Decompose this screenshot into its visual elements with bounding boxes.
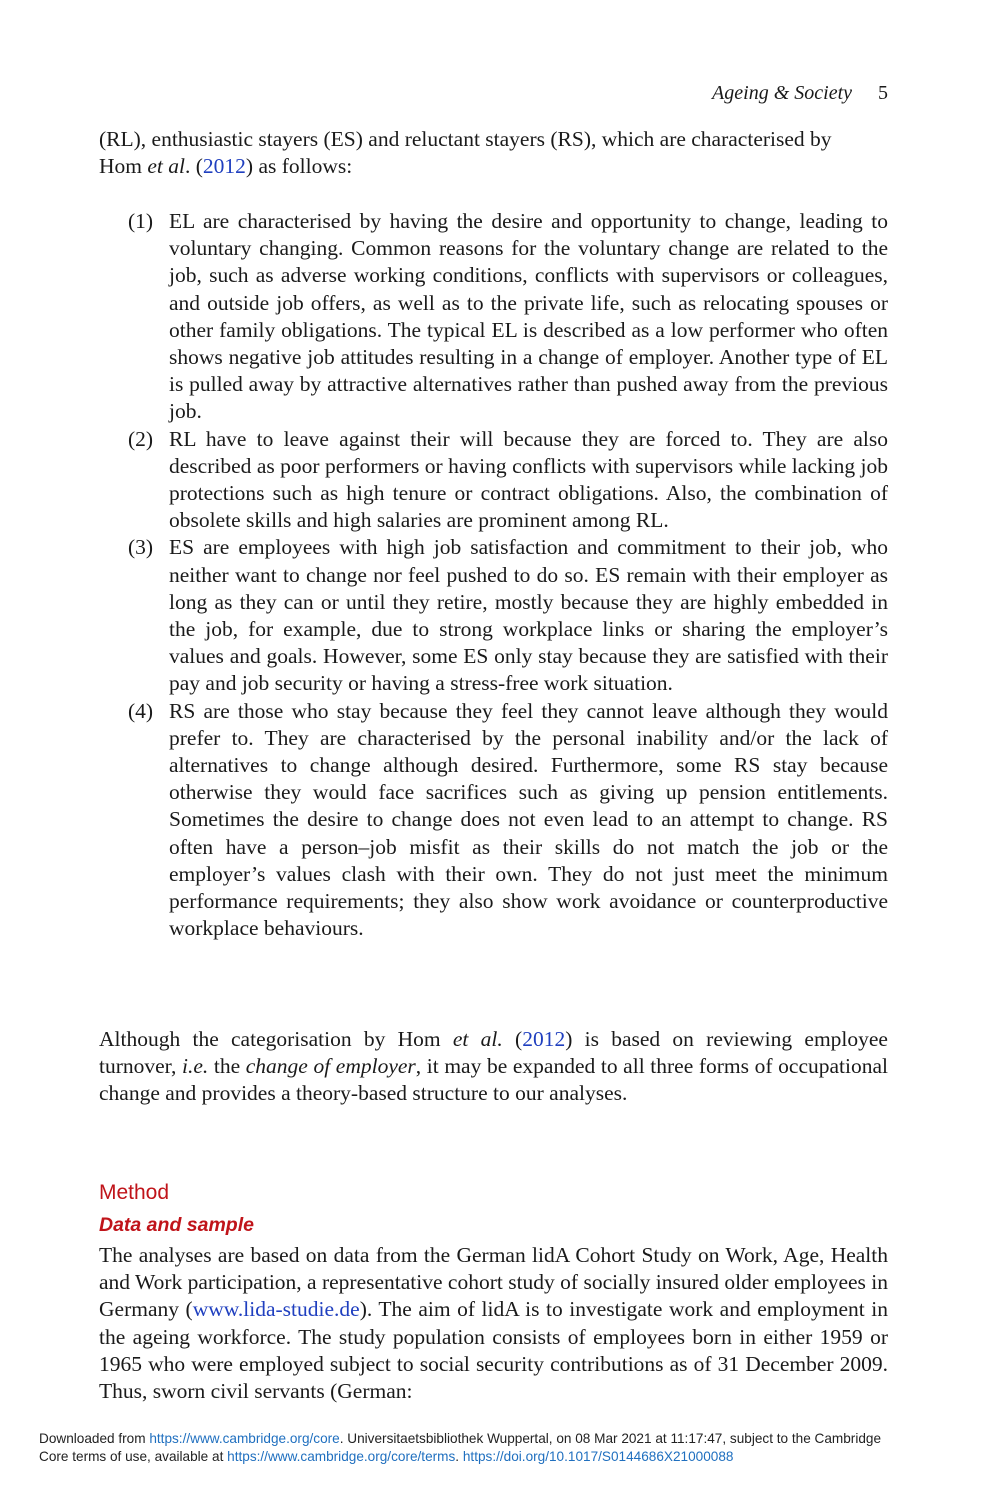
intro-text: ) as follows:: [245, 154, 353, 179]
list-item-text: RL have to leave against their will because they are forced to. They are also described as poor performers or having conflicts with supervisors while lacking job protections such as high tenure or contract obligations. Also, the combination of obsolete skills and high salaries are prominent among RL.: [169, 426, 888, 533]
doi-link[interactable]: https://doi.org/10.1017/S0144686X21000088: [462, 1449, 734, 1464]
citation-link[interactable]: 2012: [202, 154, 246, 179]
para-text: Although the categorisation by Hom: [99, 1027, 453, 1051]
para-text: (: [502, 1027, 523, 1051]
footer-line-1: [39, 1430, 979, 1448]
para-text: ). The aim of lidA is to investigate work and employment in the ageing workforce. The study population consists of employees born in either 1959 or 1965 who were employed subject to social security contributions as of 31 December 2009. Thus, sworn civil servants (German:: [99, 1297, 888, 1404]
footer-text: . Universitaetsbibliothek Wuppertal, on 08 Mar 2021 at 11:17:47, subject to the Cambridge: [339, 1431, 882, 1446]
list-number: (1): [128, 209, 154, 233]
et-al: et al.: [452, 1027, 503, 1051]
section-heading: Method: [99, 1181, 170, 1204]
page-number: 5: [878, 82, 888, 104]
categorisation-paragraph: [99, 1026, 888, 1108]
para-text: , it may be expanded to all three forms of occupational change and provides a theory-based structure to our analyses.: [99, 1054, 888, 1106]
list-item: [99, 534, 888, 697]
running-head: [712, 80, 888, 107]
citation-link[interactable]: 2012: [522, 1027, 566, 1051]
list-number: (3): [128, 535, 154, 560]
lida-link[interactable]: www.lida-studie.de: [192, 1297, 360, 1322]
list-item: [99, 426, 888, 535]
footer-text: Downloaded from: [39, 1431, 150, 1446]
ie-abbrev: i.e.: [181, 1054, 209, 1079]
para-text: ) is based on reviewing employee turnover,: [99, 1027, 888, 1079]
intro-text: . (: [185, 154, 203, 179]
download-footer: [39, 1430, 979, 1466]
et-al: et al: [147, 154, 185, 179]
change-of-employer: change of employer: [245, 1054, 416, 1079]
list-item-text: RS are those who stay because they feel they cannot leave although they would prefer to. They are characterised by the personal inability and/or the lack of alternatives to change although desired. Furthermore, some RS stay because otherwise they would face sacrifices such as giving up pension entitlements. Sometimes the desire to change does not even lead to an attempt to change. RS often have a person–job misfit as their skills do not match the job or the employer’s values clash with their own. They do not just meet the minimum performance requirements; they also show work avoidance or counterproductive workplace behaviours.: [169, 698, 888, 941]
list-item-text: EL are characterised by having the desire and opportunity to change, leading to voluntary changing. Common reasons for the voluntary change are related to the job, such as adverse working conditions, conflicts with supervisors or colleagues, and outside job offers, as well as to the private life, such as relocating spouses or other family obligations. The typical EL is described as a low performer who often shows negative job attitudes resulting in a change of employer. Another type of EL is pulled away by attractive alternatives rather than pushed away from the previous job.: [169, 209, 888, 424]
subsection-heading: Data and sample: [99, 1214, 254, 1236]
cambridge-core-link[interactable]: https://www.cambridge.org/core: [149, 1431, 340, 1446]
list-number: (4): [128, 698, 154, 723]
para-text: the: [208, 1054, 246, 1079]
intro-paragraph: [99, 126, 888, 180]
numbered-list: [99, 208, 888, 942]
method-paragraph: [99, 1242, 888, 1405]
footer-line-2: [39, 1448, 979, 1466]
list-item: [99, 208, 888, 426]
intro-text: Hom: [99, 154, 148, 179]
para-text: The analyses are based on data from the German lidA Cohort Study on Work, Age, Health and Work participation, a representative cohort study of socially insured older employees in Germany (: [99, 1243, 888, 1322]
list-item-text: ES are employees with high job satisfaction and commitment to their job, who neither want to change nor feel pushed to do so. ES remain with their employer as long as they can or until they retire, mostly because they are highly embedded in the job, for example, due to strong workplace links or sharing the employer’s values and goals. However, some ES only stay because they are satisfied with their pay and job security or having a stress-free work situation.: [169, 535, 888, 696]
footer-text: Core terms of use, available at: [39, 1449, 228, 1464]
footer-text: .: [455, 1449, 463, 1464]
terms-link[interactable]: https://www.cambridge.org/core/terms: [227, 1449, 456, 1464]
list-number: (2): [128, 426, 154, 451]
journal-title: Ageing & Society: [712, 82, 852, 104]
list-item: [99, 698, 888, 943]
intro-line-2: [99, 153, 888, 180]
intro-line-1: (RL), enthusiastic stayers (ES) and reluctant stayers (RS), which are characterised by: [99, 127, 832, 151]
